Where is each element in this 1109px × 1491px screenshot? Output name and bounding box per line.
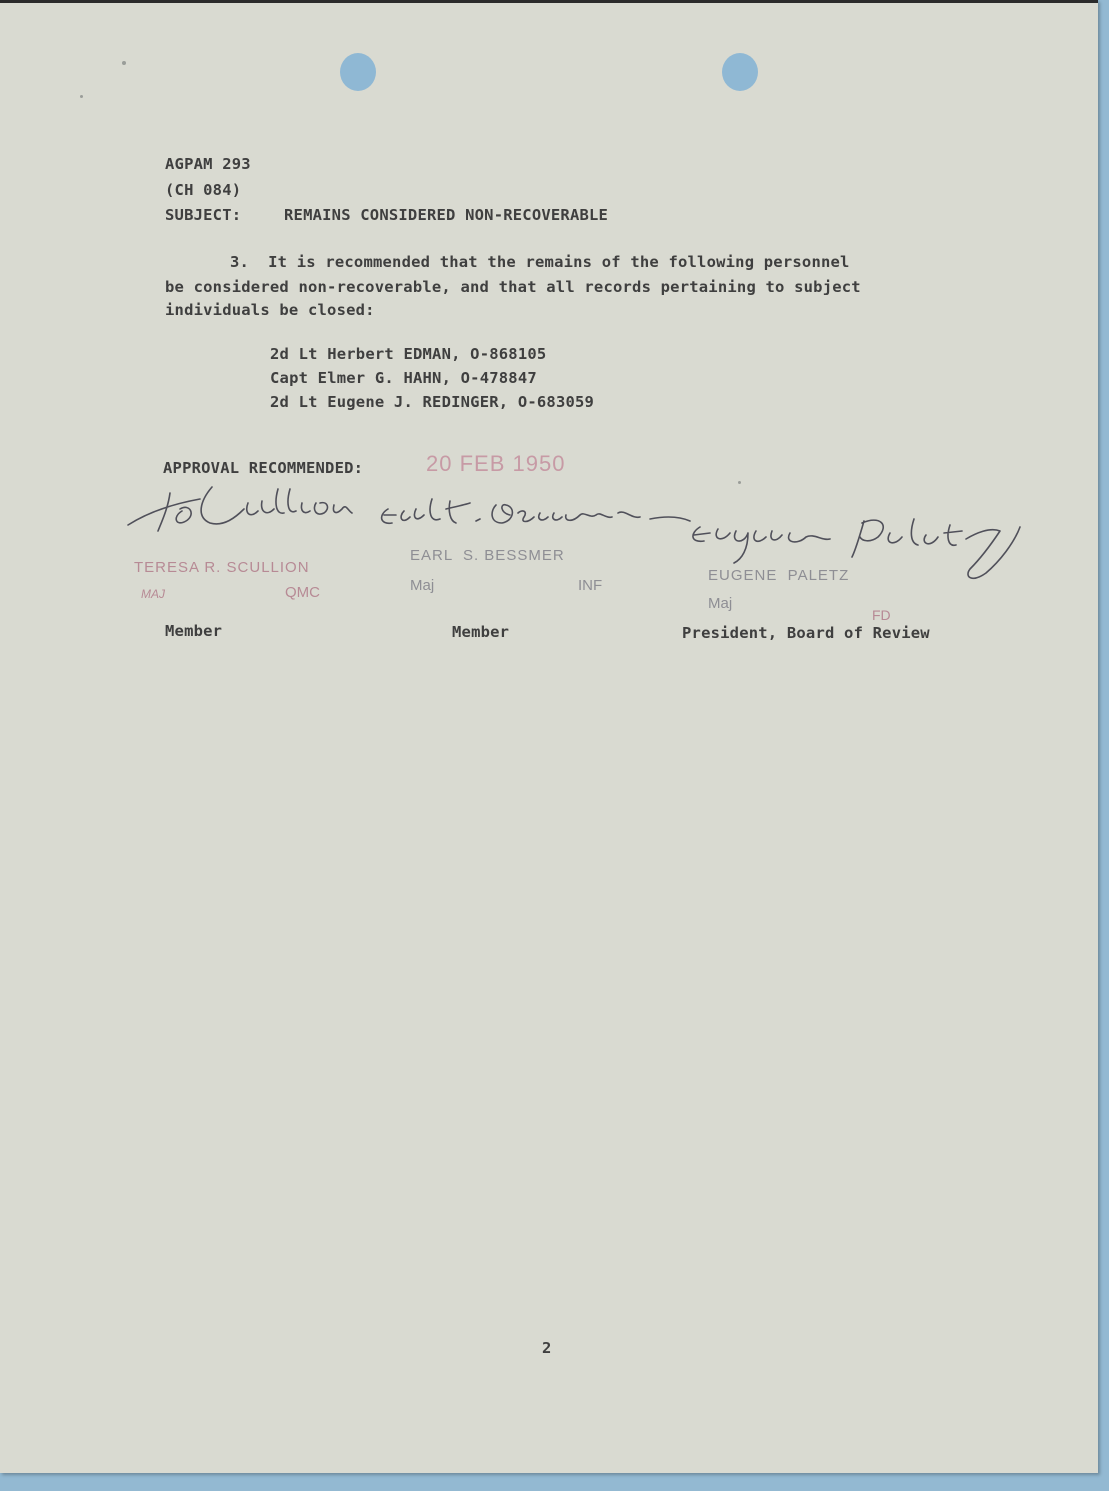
stamp-rank-bessmer: Maj	[410, 577, 435, 594]
stamp-branch-paletz: FD	[872, 607, 891, 623]
stamp-rank-paletz: Maj	[708, 595, 733, 612]
change-reference: (CH 084)	[165, 181, 242, 199]
signature-bessmer	[382, 499, 690, 523]
role-president: President, Board of Review	[682, 624, 930, 642]
personnel-entry: 2d Lt Eugene J. REDINGER, O-683059	[270, 393, 595, 411]
stamp-branch-bessmer: INF	[578, 577, 603, 594]
personnel-entry: Capt Elmer G. HAHN, O-478847	[270, 369, 537, 387]
role-member-1: Member	[165, 622, 223, 640]
stamp-name-bessmer: EARL S. BESSMER	[410, 547, 565, 564]
paragraph-line: individuals be closed:	[165, 301, 375, 319]
signature-scullion	[128, 487, 352, 531]
date-stamp: 20 FEB 1950	[426, 451, 566, 476]
role-member-2: Member	[452, 623, 510, 641]
page-number: 2	[542, 1339, 552, 1357]
approval-label: APPROVAL RECOMMENDED:	[163, 459, 364, 477]
paragraph-line: be considered non-recoverable, and that all records pertaining to subject	[165, 278, 861, 296]
stamp-rank-scullion: MAJ	[141, 587, 165, 601]
stamp-name-paletz: EUGENE PALETZ	[708, 567, 850, 584]
personnel-entry: 2d Lt Herbert EDMAN, O-868105	[270, 345, 547, 363]
subject-text: REMAINS CONSIDERED NON-RECOVERABLE	[284, 206, 609, 224]
stamp-branch-scullion: QMC	[285, 584, 320, 601]
subject-label: SUBJECT:	[165, 206, 242, 224]
file-reference: AGPAM 293	[165, 155, 251, 173]
stamp-name-scullion: TERESA R. SCULLION	[134, 559, 310, 576]
paragraph-line: 3. It is recommended that the remains of the following personnel	[230, 253, 850, 271]
